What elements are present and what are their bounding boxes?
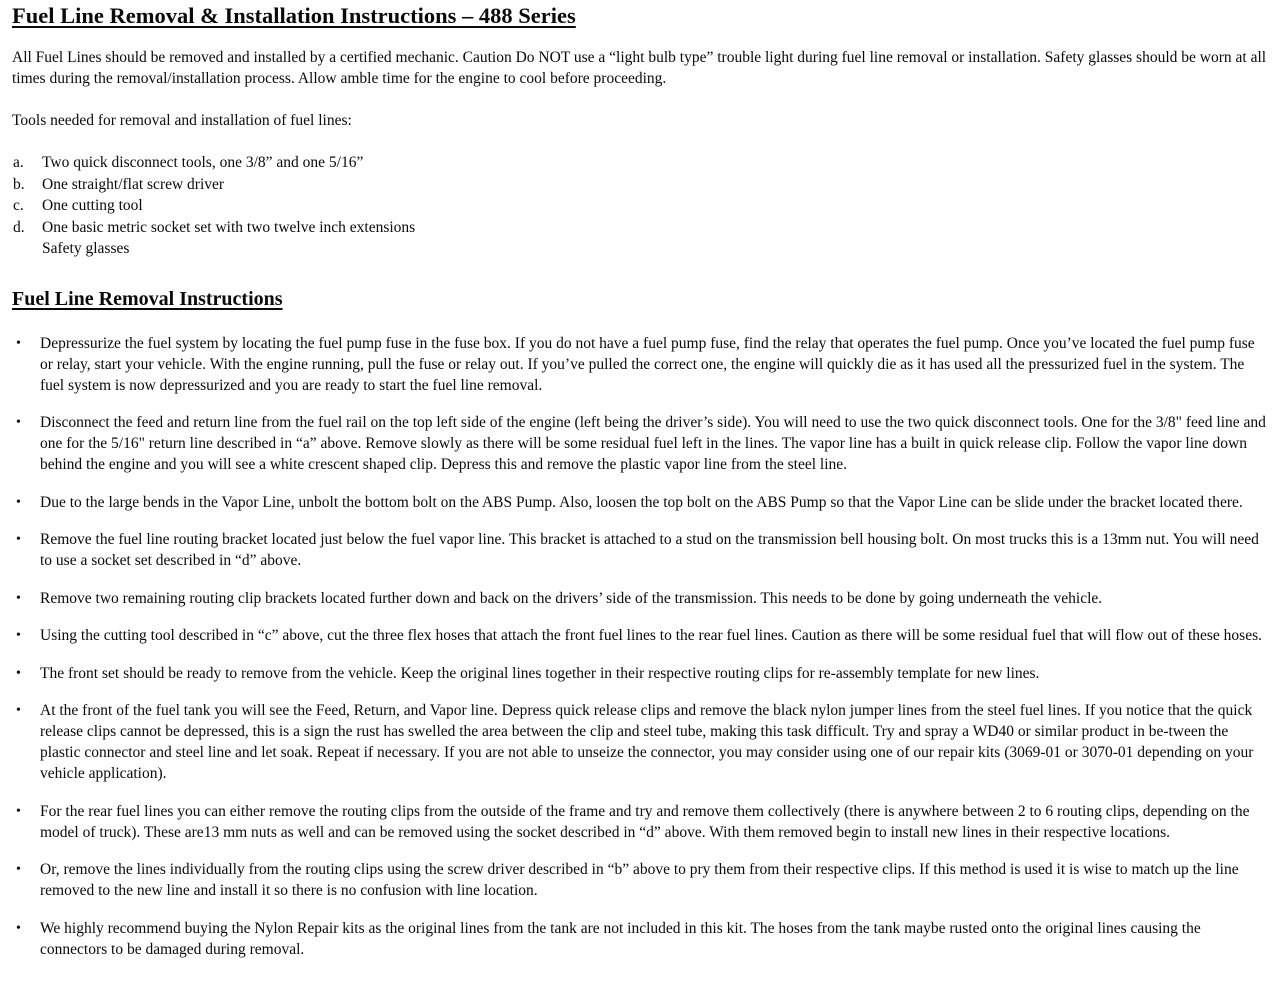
- bullet-icon: •: [16, 335, 21, 351]
- tool-marker: c.: [13, 197, 24, 214]
- instruction-item: [12, 801, 1267, 843]
- tool-text: Two quick disconnect tools, one 3/8” and one 5/16”: [42, 154, 364, 171]
- tools-list: [12, 152, 1267, 260]
- bullet-icon: •: [16, 415, 21, 430]
- bullet-icon: •: [16, 665, 21, 681]
- intro-paragraph: All Fuel Lines should be removed and installed by a certified mechanic. Caution Do NOT use a “light bulb type” trouble light during fuel line removal or installation. Safety glasses should be worn at all times during the removal/installation process. Allow amble time for the engine to cool before proceeding.: [12, 49, 1267, 87]
- instruction-text: At the front of the fuel tank you will see the Feed, Return, and Vapor line. Depress quick release clips and remove the black nylon jumper lines from the steel fuel lines. If you notice that the quick release clips cannot be depressed, this is a sign the rust has swelled the area between the clip and steel tube, making this task difficult. Try and spray a WD40 or similar product in be-tween the plastic connector and steel line and let soak. Repeat if necessary. If you are not able to unseize the connector, you may consider using one of our repair kits (3069-01 or 3070-01 depending on your vehicle application).: [40, 702, 1254, 782]
- bullet-icon: •: [16, 703, 21, 718]
- bullet-icon: •: [16, 803, 21, 819]
- instruction-text: The front set should be ready to remove from the vehicle. Keep the original lines together in their respective routing clips for re-assembly template for new lines.: [40, 664, 1040, 682]
- tools-intro: Tools needed for removal and installation of fuel lines:: [12, 112, 352, 129]
- instruction-text: Disconnect the feed and return line from the fuel rail on the top left side of the engine (left being the driver’s side). You will need to use the two quick disconnect tools. One for the 3/8" feed line and one for the 5/16" return line described in “a” above. Remove slowly as there will be some residual fuel left in the lines. The vapor line has a built in quick release clip. Follow the vapor line down behind the engine and you will see a white crescent shaped clip. Depress this and remove the plastic vapor line from the steel line.: [40, 414, 1266, 473]
- tool-marker: b.: [13, 175, 25, 193]
- instruction-text: Due to the large bends in the Vapor Line, unbolt the bottom bolt on the ABS Pump. Also, loosen the top bolt on the ABS Pump so that the Vapor Line can be slide under the bracket located there.: [40, 493, 1243, 511]
- tool-text: Safety glasses: [42, 240, 130, 257]
- instructions-list: [12, 333, 1267, 960]
- tool-marker: d.: [13, 218, 25, 236]
- instruction-item: [12, 412, 1267, 475]
- section-heading: Fuel Line Removal Instructions: [12, 287, 283, 310]
- tool-text: One cutting tool: [42, 197, 143, 214]
- tool-item-d: [12, 217, 1267, 239]
- tool-text: One basic metric socket set with two twelve inch extensions: [42, 218, 416, 236]
- instruction-item: [12, 625, 1267, 646]
- tool-item-b: [12, 174, 1267, 196]
- instruction-item: [12, 588, 1267, 609]
- instruction-text: Depressurize the fuel system by locating the fuel pump fuse in the fuse box. If you do not have a fuel pump fuse, find the relay that operates the fuel pump. Once you’ve located the fuel pump fuse or relay, start your vehicle. With the engine running, pull the fuse or relay out. If you’ve pulled the correct one, the engine will quickly die as it has used all the pressurized fuel in the system. The fuel system is now depressurized and you are ready to start the fuel line removal.: [40, 334, 1255, 394]
- instruction-text: We highly recommend buying the Nylon Repair kits as the original lines from the tank are not included in this kit. The hoses from the tank maybe rusted onto the original lines causing the connectors to be damaged during removal.: [40, 919, 1201, 958]
- instruction-text: Remove two remaining routing clip brackets located further down and back on the drivers’ side of the transmission. This needs to be done by going underneath the vehicle.: [40, 589, 1103, 607]
- instruction-item: [12, 918, 1267, 960]
- bullet-icon: •: [16, 862, 21, 877]
- bullet-icon: •: [16, 628, 21, 643]
- bullet-icon: •: [16, 590, 21, 606]
- instruction-item: [12, 859, 1267, 901]
- tool-text: One straight/flat screw driver: [42, 175, 225, 193]
- instruction-item: [12, 492, 1267, 513]
- tool-item-c: [12, 195, 1267, 217]
- tool-item-safety-glasses: [12, 238, 1267, 260]
- instruction-item: [12, 663, 1267, 684]
- instruction-text: Or, remove the lines individually from the routing clips using the screw driver described in “b” above to pry them from their respective clips. If this method is used it is wise to match up the line removed to the new line and install it so there is no confusion with line location.: [40, 861, 1239, 899]
- tool-item-a: [12, 152, 1267, 174]
- instruction-text: Using the cutting tool described in “c” above, cut the three flex hoses that attach the front fuel lines to the rear fuel lines. Caution as there will be some residual fuel that will flow out of these hoses.: [40, 627, 1262, 644]
- instruction-text: Remove the fuel line routing bracket located just below the fuel vapor line. This bracket is attached to a stud on the transmission bell housing bolt. On most trucks this is a 13mm nut. You will need to use a socket set described in “d” above.: [40, 531, 1259, 569]
- document-title: Fuel Line Removal & Installation Instructions – 488 Series: [12, 3, 576, 28]
- instruction-item: [12, 333, 1267, 396]
- tool-marker: a.: [13, 154, 24, 171]
- instruction-item: [12, 700, 1267, 784]
- instruction-text: For the rear fuel lines you can either remove the routing clips from the outside of the frame and try and remove them collectively (there is anywhere between 2 to 6 routing clips, depending on the model of truck). These are13 mm nuts as well and can be removed using the socket described in “d” above. With them removed begin to install new lines in their respective locations.: [40, 802, 1250, 841]
- bullet-icon: •: [16, 532, 21, 547]
- bullet-icon: •: [16, 920, 21, 936]
- instruction-item: [12, 529, 1267, 571]
- bullet-icon: •: [16, 494, 21, 510]
